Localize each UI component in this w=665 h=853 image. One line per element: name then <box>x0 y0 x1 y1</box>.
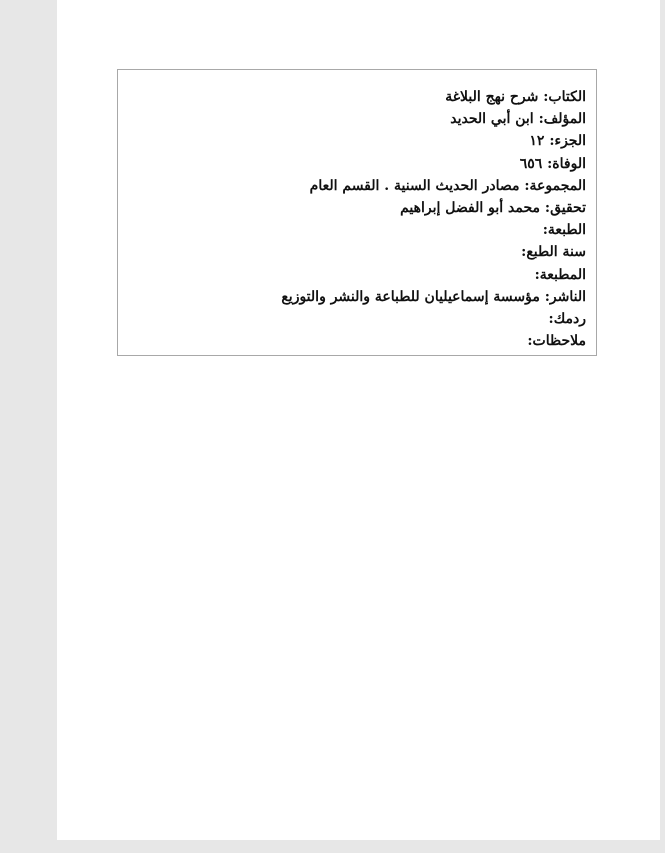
row-value: مصادر الحديث السنية . القسم العام <box>309 177 520 194</box>
row-notes <box>281 330 586 352</box>
row-volume <box>281 130 586 152</box>
row-value: ١٢ <box>529 133 545 150</box>
document-page <box>57 0 660 840</box>
row-press <box>281 264 586 286</box>
row-label: سنة الطبع: <box>521 244 586 261</box>
row-death <box>281 153 586 175</box>
row-author <box>281 108 586 130</box>
row-collection <box>281 175 586 197</box>
row-print-year <box>281 241 586 263</box>
row-publisher <box>281 286 586 308</box>
row-label: الوفاة: <box>547 155 586 172</box>
book-info-rows <box>281 86 586 352</box>
row-label: تحقيق: <box>544 199 586 216</box>
row-label: المطبعة: <box>534 266 586 283</box>
row-edition <box>281 219 586 241</box>
row-label: الطبعة: <box>542 222 586 239</box>
row-isbn <box>281 308 586 330</box>
row-label: الناشر: <box>544 288 586 305</box>
row-label: الكتاب: <box>543 89 586 105</box>
row-value: ابن أبي الحديد <box>450 111 534 128</box>
row-editor <box>281 197 586 219</box>
book-info-box <box>117 69 597 356</box>
row-value: مؤسسة إسماعيليان للطباعة والنشر والتوزيع <box>281 288 540 305</box>
row-label: الجزء: <box>549 133 586 150</box>
row-value: ٦٥٦ <box>519 155 543 172</box>
row-label: المؤلف: <box>538 111 586 128</box>
row-value: محمد أبو الفضل إبراهيم <box>400 199 541 216</box>
row-book <box>281 86 586 108</box>
row-label: المجموعة: <box>524 177 586 194</box>
row-label: ملاحظات: <box>527 333 586 350</box>
row-value: شرح نهج البلاغة <box>445 89 539 105</box>
row-label: ردمك: <box>548 310 586 327</box>
